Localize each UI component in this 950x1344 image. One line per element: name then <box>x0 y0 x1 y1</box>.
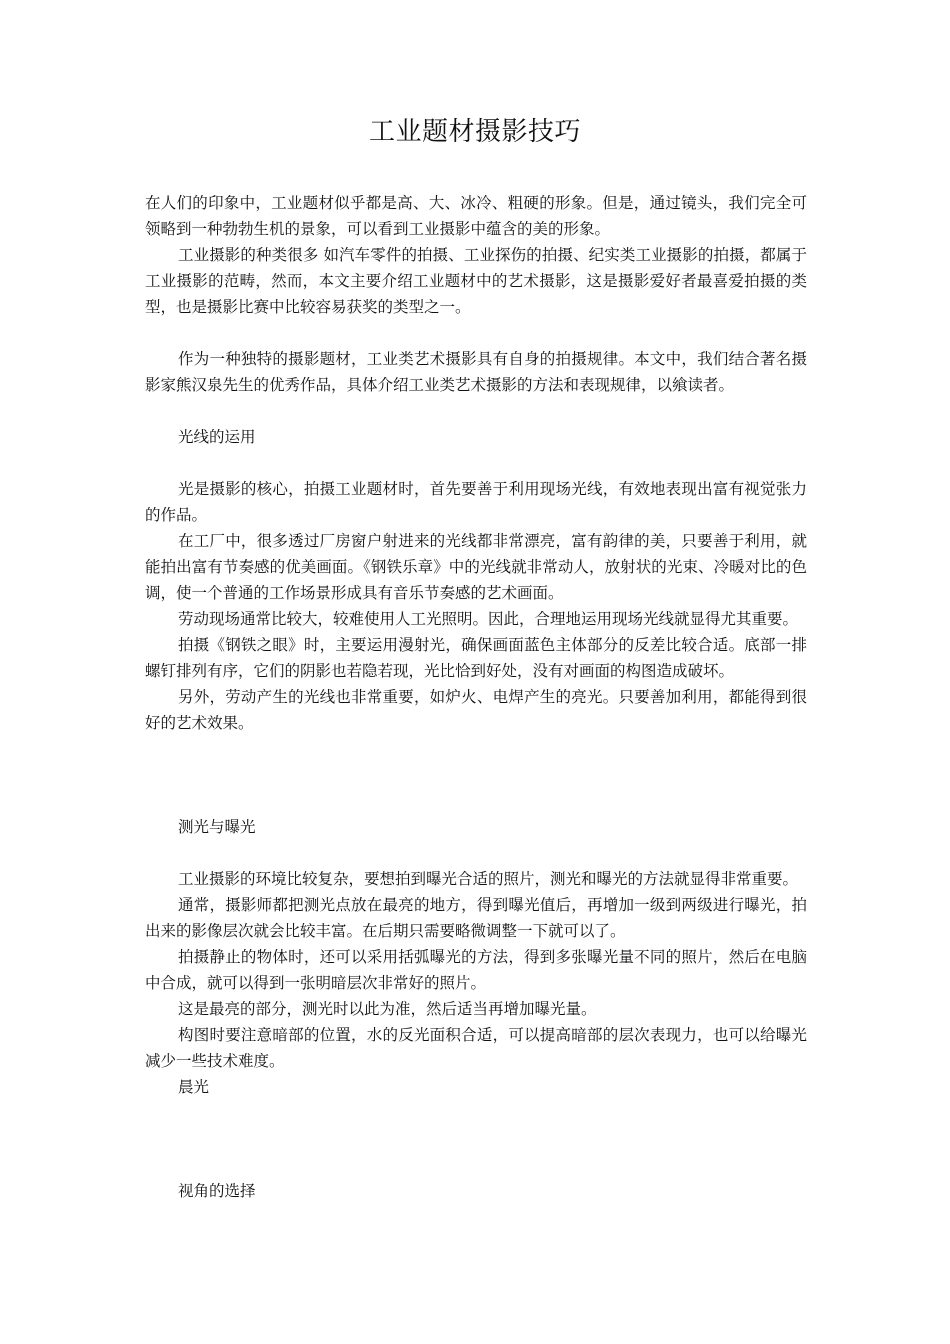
metering-paragraph-4: 这是最亮的部分，测光时以此为准，然后适当再增加曝光量。 <box>178 1000 597 1018</box>
intro-paragraph-3: 作为一种独特的摄影题材，工业类艺术摄影具有自身的拍摄规律。本文中，我们结合著名摄影家熊汉泉先生的优秀作品，具体介绍工业类艺术摄影的方法和表现规律，以飨读者。 <box>145 350 807 394</box>
metering-paragraph-3: 拍摄静止的物体时，还可以采用括弧曝光的方法，得到多张曝光量不同的照片，然后在电脑中合成，就可以得到一张明暗层次非常好的照片。 <box>145 948 807 992</box>
light-paragraph-1: 光是摄影的核心，拍摄工业题材时，首先要善于利用现场光线，有效地表现出富有视觉张力的作品。 <box>145 480 807 524</box>
spacer <box>145 840 807 866</box>
spacer <box>145 736 807 814</box>
light-paragraph-2: 在工厂中，很多透过厂房窗户射进来的光线都非常漂亮，富有韵律的美，只要善于利用，就能拍出富有节奏感的优美画面。《钢铁乐章》中的光线就非常动人，放射状的光束、冷暖对比的色调，使一个普通的工作场景形成具有音乐节奏感的艺术画面。 <box>145 532 807 602</box>
spacer <box>145 1100 807 1178</box>
image-caption-morning-light: 晨光 <box>178 1078 210 1096</box>
spacer <box>145 320 807 346</box>
document-title: 工业题材摄影技巧 <box>368 117 581 147</box>
intro-paragraph-2: 工业摄影的种类很多 如汽车零件的拍摄、工业探伤的拍摄、纪实类工业摄影的拍摄，都属于工业摄影的范畴，然而，本文主要介绍工业题材中的艺术摄影，这是摄影爱好者最喜爱拍摄的类型，也是摄影比赛中比较容易获奖的类型之一。 <box>145 246 807 316</box>
spacer <box>145 450 807 476</box>
section-heading-metering: 测光与曝光 <box>178 818 256 836</box>
metering-paragraph-2: 通常，摄影师都把测光点放在最亮的地方，得到曝光值后，再增加一级到两级进行曝光，拍出来的影像层次就会比较丰富。在后期只需要略微调整一下就可以了。 <box>145 896 807 940</box>
metering-paragraph-5: 构图时要注意暗部的位置，水的反光面积合适，可以提高暗部的层次表现力，也可以给曝光减少一些技术难度。 <box>145 1026 807 1070</box>
spacer <box>145 398 807 424</box>
intro-paragraph-1: 在人们的印象中，工业题材似乎都是高、大、冰冷、粗硬的形象。但是，通过镜头，我们完全可领略到一种勃勃生机的景象，可以看到工业摄影中蕴含的美的形象。 <box>145 194 807 238</box>
section-heading-angle: 视角的选择 <box>178 1182 256 1200</box>
light-paragraph-3: 劳动现场通常比较大，较难使用人工光照明。因此，合理地运用现场光线就显得尤其重要。 <box>178 610 799 628</box>
section-heading-light: 光线的运用 <box>178 428 256 446</box>
light-paragraph-4: 拍摄《钢铁之眼》时，主要运用漫射光，确保画面蓝色主体部分的反差比较合适。底部一排螺钉排列有序，它们的阴影也若隐若现，光比恰到好处，没有对画面的构图造成破坏。 <box>145 636 807 680</box>
metering-paragraph-1: 工业摄影的环境比较复杂，要想拍到曝光合适的照片，测光和曝光的方法就显得非常重要。 <box>178 870 799 888</box>
document-body <box>145 190 807 1204</box>
light-paragraph-5: 另外，劳动产生的光线也非常重要，如炉火、电焊产生的亮光。只要善加利用，都能得到很好的艺术效果。 <box>145 688 807 732</box>
